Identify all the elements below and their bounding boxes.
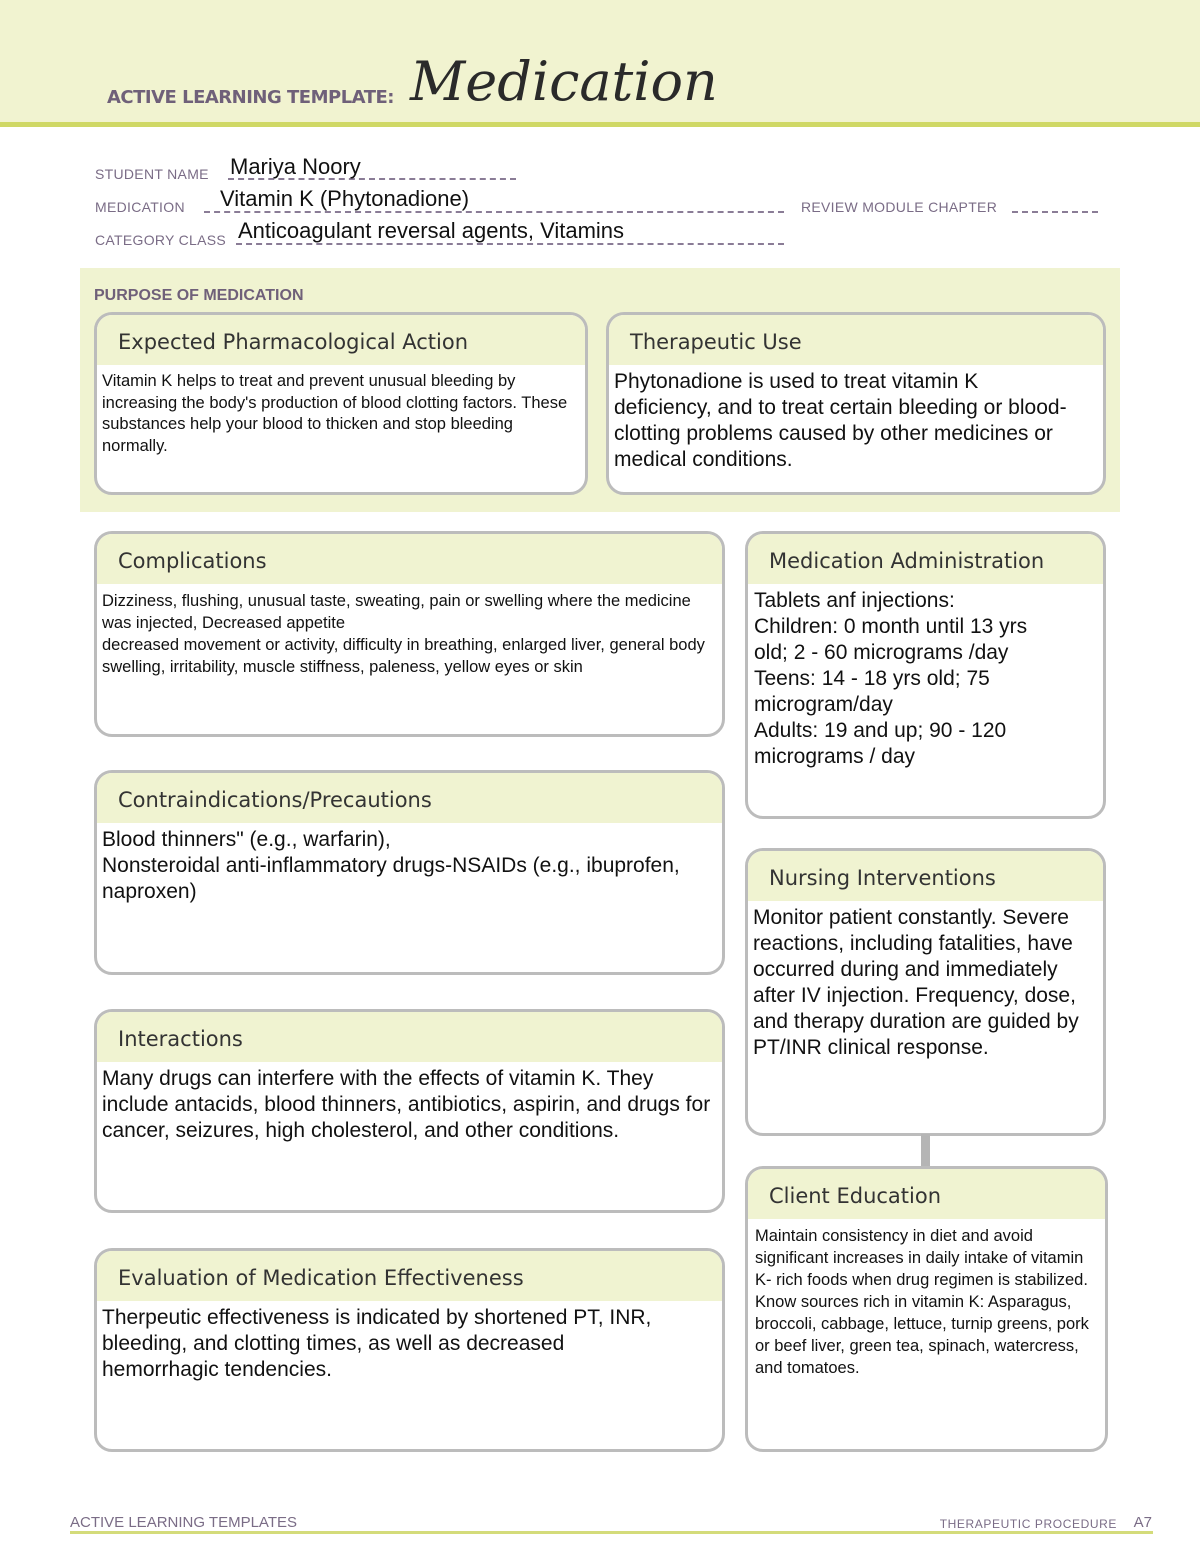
box-text[interactable]: Dizziness, flushing, unusual taste, sweating, pain or swelling where the medicine was injected, Decreased appetite decreased movement or activity, difficulty in breathing, enlarged liver, general body swelling, irritability, muscle stiffness, paleness, yellow eyes or skin (102, 592, 705, 676)
client-education-box (745, 1166, 1108, 1452)
interactions-box (94, 1009, 725, 1213)
evaluation-box (94, 1248, 725, 1452)
box-text[interactable]: Vitamin K helps to treat and prevent unusual bleeding by increasing the body's production of blood clotting factors. These substances help your blood to thicken and stop bleeding normally. (102, 372, 568, 455)
box-text[interactable]: Phytonadione is used to treat vitamin K deficiency, and to treat certain bleeding or blood-clotting problems caused by other medicines or medical conditions. (614, 370, 1067, 471)
student-name-value[interactable]: Mariya Noory (230, 154, 361, 179)
connector (921, 1134, 930, 1168)
box-title: Evaluation of Medication Effectiveness (97, 1251, 722, 1301)
nursing-interventions-box (745, 848, 1106, 1136)
box-title: Expected Pharmacological Action (97, 315, 585, 365)
box-title: Medication Administration (748, 534, 1103, 584)
review-module-line[interactable] (1012, 211, 1098, 213)
header-divider (0, 122, 1200, 127)
box-text[interactable]: Tablets anf injections: Children: 0 month until 13 yrs old; 2 - 60 micrograms /day Teens: 14 - 18 yrs old; 75 microgram/day Adults: 19 and up; 90 - 120 micrograms / day (754, 589, 1028, 768)
medication-label: MEDICATION (95, 199, 185, 215)
box-text[interactable]: Monitor patient constantly. Severe reactions, including fatalities, have occurred during and immediately after IV injection. Frequency, dose, and therapy duration are guided by PT/INR clinical response. (753, 906, 1079, 1059)
template-label: ACTIVE LEARNING TEMPLATE: (107, 87, 394, 108)
box-title: Therapeutic Use (609, 315, 1103, 365)
category-class-label: CATEGORY CLASS (95, 232, 227, 248)
box-title: Interactions (97, 1012, 722, 1062)
purpose-title: PURPOSE OF MEDICATION (94, 287, 304, 304)
medication-value[interactable]: Vitamin K (Phytonadione) (220, 186, 470, 211)
category-class-value[interactable]: Anticoagulant reversal agents, Vitamins (238, 218, 625, 243)
medication-administration-box (745, 531, 1106, 819)
box-title: Client Education (748, 1169, 1105, 1219)
box-text[interactable]: Therpeutic effectiveness is indicated by shortened PT, INR, bleeding, and clotting times, as well as decreased hemorrhagic tendencies. (102, 1306, 652, 1381)
page-title: Medication (410, 50, 718, 113)
student-name-label: STUDENT NAME (95, 166, 209, 182)
expected-action-box (94, 312, 588, 495)
box-title: Complications (97, 534, 722, 584)
footer-divider (70, 1531, 1153, 1534)
box-text[interactable]: Blood thinners" (e.g., warfarin), Nonsteroidal anti-inflammatory drugs-NSAIDs (e.g., ibuprofen, naproxen) (102, 828, 680, 903)
box-title: Contraindications/Precautions (97, 773, 722, 823)
page-number: A7 (1133, 1514, 1152, 1531)
box-title: Nursing Interventions (748, 851, 1103, 901)
box-text[interactable]: Maintain consistency in diet and avoid significant increases in daily intake of vitamin K- rich foods when drug regimen is stabilized. Know sources rich in vitamin K: Asparagus, broccoli, cabbage, lettuce, turnip greens, pork or beef liver, green tea, spinach, watercress, and tomatoes. (755, 1227, 1089, 1377)
footer-right: THERAPEUTIC PROCEDURE (939, 1517, 1117, 1531)
box-text[interactable]: Many drugs can interfere with the effects of vitamin K. They include antacids, blood thinners, antibiotics, aspirin, and drugs for cancer, seizures, high cholesterol, and other conditions. (102, 1067, 711, 1142)
footer-left: ACTIVE LEARNING TEMPLATES (70, 1514, 297, 1531)
complications-box (94, 531, 725, 737)
contraindications-box (94, 770, 725, 975)
review-module-label: REVIEW MODULE CHAPTER (801, 199, 998, 215)
therapeutic-use-box (606, 312, 1106, 495)
